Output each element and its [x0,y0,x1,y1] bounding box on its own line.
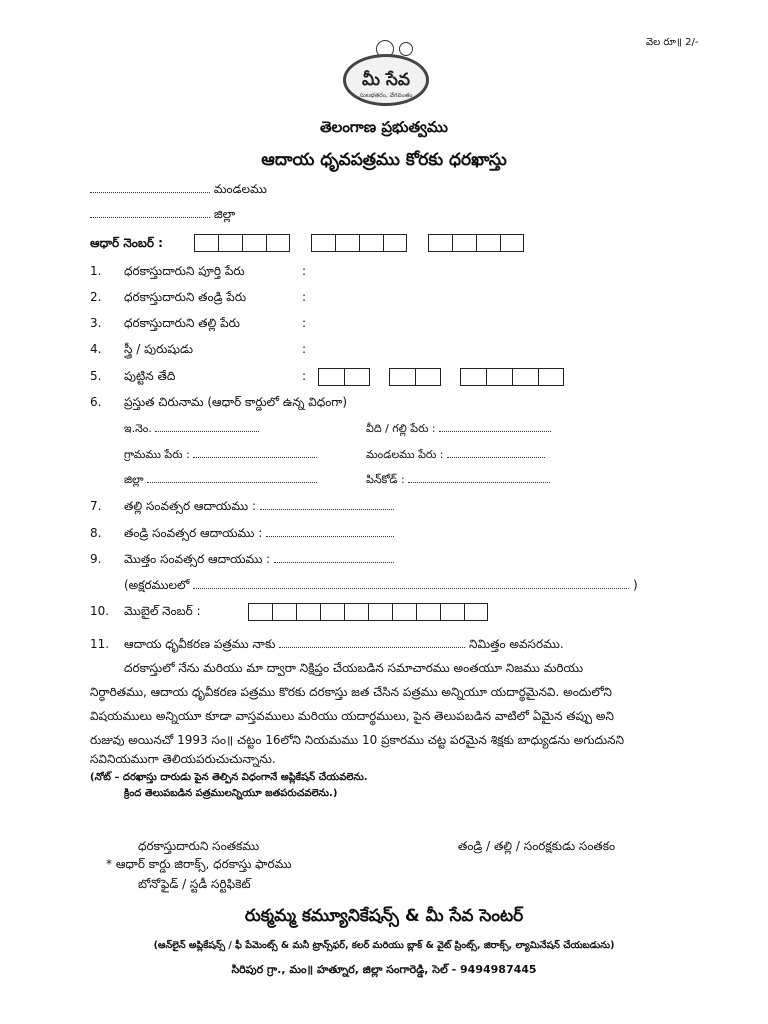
dob-day[interactable] [318,368,370,386]
mandal-label: మండలము [213,182,267,196]
field-3-label: ధరకాస్తుదారుని తల్లి పేరు [124,316,240,330]
note-line-1: (నోట్ – దరఖాస్తు దారుడు పైన తెల్పిన విధంగానే అప్లికేషన్ చేయవలెను. [90,772,368,783]
logo-tagline: సులభతరం, వేగవంతం [359,92,413,99]
field-5-label: పుట్టిన తేది [124,369,176,383]
total-income-blank[interactable] [274,552,394,563]
declaration-line-4: రుజువు అయినచో 1993 సం॥ చట్టం 16లోని నియమము 10 ప్రకారము చట్ట పరమైన శిక్షకు బాధ్యుడను అగుదునని [90,733,625,747]
dob-boxes[interactable] [318,366,564,386]
in-words-close: ) [633,578,638,592]
field-8-label: తండ్రి సంవత్సర ఆదాయము : [124,526,263,540]
field-2-num: 2. [90,290,102,304]
field-8-line [124,526,394,543]
price-label: వెల రూ॥ 2/- [646,37,699,48]
aadhaar-label: ఆధార్ నెంబర్ : [90,236,163,250]
field-9-label: మొత్తం సంవత్సర ఆదాయము : [124,552,271,566]
house-no-line [124,421,259,438]
father-income-blank[interactable] [266,526,394,537]
district-addr-blank[interactable] [147,472,317,483]
pincode-line [366,472,550,489]
district-addr-label: జిల్లా [124,473,144,486]
in-words-line [124,578,638,595]
field-7-line [124,499,394,516]
field-10-num: 10. [90,604,110,618]
mandal-line [90,182,267,199]
district-line [90,207,235,224]
attachment-2: బోనోఫైడ్ / స్టడీ సర్టిఫికెట్ [138,877,251,891]
street-blank[interactable] [439,421,551,432]
declaration-line-3: విషయములు అన్నియూ కూడా వాస్తవములు మరియు యదార్థములు, పైన తెలుపబడిన వాటిలో ఏమైన తప్పు అని [90,709,614,723]
field-11-suffix: నిమిత్తం అవసరము. [469,637,564,651]
pincode-blank[interactable] [408,472,550,483]
house-no-label: ఇ.నెం. [124,422,152,435]
aadhaar-group-1[interactable] [194,234,290,252]
purpose-blank[interactable] [279,637,465,648]
field-5-colon: : [302,369,307,383]
district-addr-line [124,472,317,489]
field-4-label: స్త్రీ / పురుషుడు [124,342,194,356]
mobile-digit-boxes[interactable] [248,603,488,621]
field-3-num: 3. [90,316,102,330]
declaration-line-1: దరకాస్తులో నేను మరియు మా ద్వారా నిక్షిప్తం చేయబడిన సమాచారము అంతయూ నిజము మరియు [124,661,584,675]
field-10-label: మొబైల్ నెంబర్ : [124,604,201,618]
field-1-num: 1. [90,264,102,278]
field-4-colon: : [302,342,307,356]
field-9-line [124,552,394,569]
field-6-num: 6. [90,395,102,409]
field-1-label: ధరకాస్తుదారుని పూర్తి పేరు [124,264,245,278]
field-7-num: 7. [90,499,102,513]
field-11-label: ఆదాయ ధృవీకరణ పత్రము నాకు [124,637,276,651]
district-label: జిల్లా [213,207,236,221]
declaration-line-2: నిర్ధారితము, ఆదాయ ధృవీకరణ పత్రము కొరకు దరకాస్తు జత చేసిన పత్రము అన్నియూ యదార్థమైనవి. అందులోని [90,685,612,699]
field-11-num: 11. [90,637,110,651]
street-label: వీది / గల్లి పేరు : [366,422,436,435]
pincode-label: పిన్‌కోడ్ : [366,473,405,486]
field-6-label: ప్రస్తుత చిరునామ (ఆధార్ కార్డులో ఉన్న విధంగా) [124,395,348,409]
footer-center-name: రుక్మమ్మ కమ్యూనికేషన్స్ & మీ సేవ సెంటర్ [244,906,524,926]
in-words-blank[interactable] [193,578,629,589]
village-label: గ్రామము పేరు : [124,448,190,461]
aadhaar-group-3[interactable] [428,234,524,252]
field-7-label: తల్లి సంవత్సర ఆదాయము : [124,499,257,513]
aadhaar-group-2[interactable] [311,234,407,252]
govt-heading: తెలంగాణ ప్రభుత్వము [320,118,448,136]
footer-services: (ఆన్‌లైన్ అప్లికేషన్స్ / ఫీ పేమెంట్స్ & మనీ ట్రాన్స్‌ఫర్, కలర్ మరియు బ్లాక్ & వైట్ ప్రింట్స్, జిరాక్స్, ల్యామినేషన్ చేయబడును) [153,940,615,951]
field-2-label: ధరకాస్తుదారుని తండ్రి పేరు [124,290,247,304]
state-seal-icon [399,42,413,56]
mandal-name-label: మండలము పేరు : [366,448,444,461]
field-8-num: 8. [90,526,102,540]
in-words-label: (అక్షరములలో [124,578,190,592]
field-11-line [124,637,564,654]
dob-year[interactable] [460,368,564,386]
mandal-name-blank[interactable] [447,447,545,458]
dob-month[interactable] [389,368,441,386]
mobile-boxes[interactable] [248,601,488,621]
mandal-blank[interactable] [90,182,210,193]
attachment-1: * ఆధార్ కార్డు జిరాక్స్, ధరకాస్తు ఫారము [106,857,292,871]
field-1-colon: : [302,264,307,278]
street-line [366,421,551,438]
guardian-signature-label: తండ్రి / తల్లి / సంరక్షకుడు సంతకం [458,839,616,853]
mee-seva-logo [343,40,431,110]
aadhaar-boxes[interactable] [194,232,524,252]
form-title: ఆదాయ ధృవపత్రము కోరకు ధరఖాస్తు [261,150,507,170]
note-line-2: క్రింద తెలుపబడిన పత్రములన్నియూ జతపరుచవలెను.) [124,788,338,799]
mandal-name-line [366,447,545,464]
village-blank[interactable] [193,447,317,458]
field-2-colon: : [302,290,307,304]
field-5-num: 5. [90,369,102,383]
field-4-num: 4. [90,342,102,356]
village-line [124,447,317,464]
house-no-blank[interactable] [155,421,259,432]
logo-brand: మీ సేవ [362,70,410,90]
field-9-num: 9. [90,552,102,566]
applicant-signature-label: ధరకాస్తుదారుని సంతకము [138,839,260,853]
field-3-colon: : [302,316,307,330]
declaration-line-5: సవినియముగా తెలియపరుచుచున్నాను. [90,752,276,766]
mother-income-blank[interactable] [260,499,394,510]
footer-address: సిరిపుర గ్రా., మం॥ హత్నూర, జిల్లా సంగారెడ్డి, సెల్ - 9494987445 [231,963,537,976]
district-blank[interactable] [90,207,210,218]
